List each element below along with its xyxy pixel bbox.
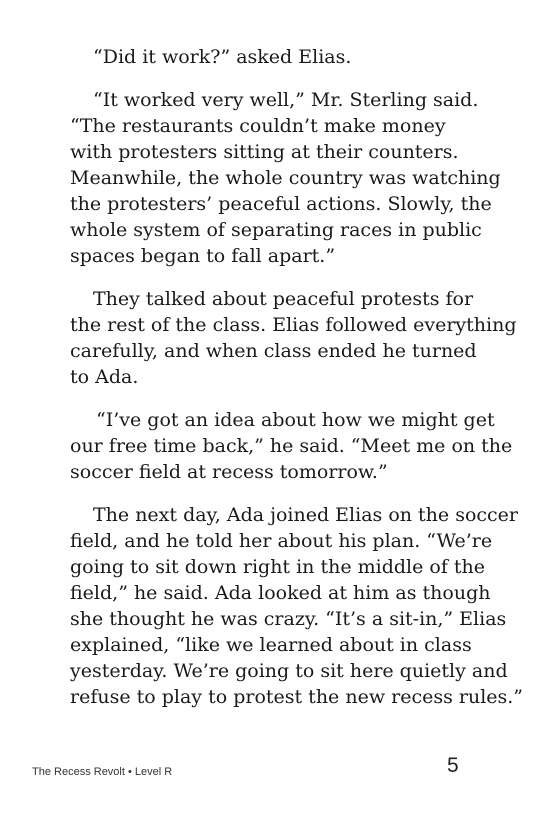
paragraph-5-line-2: field, and he told her about his plan. “We’re xyxy=(70,530,493,552)
paragraph-4-line-1: “I’ve got an idea about how we might get xyxy=(96,409,495,431)
paragraph-5-line-5: she thought he was crazy. “It’s a sit-in,” Elias xyxy=(70,608,507,630)
footer-book-title: The Recess Revolt • Level R xyxy=(32,766,173,778)
paragraph-2-line-1: “It worked very well,” Mr. Sterling said. xyxy=(93,89,479,111)
paragraph-5-line-1: The next day, Ada joined Elias on the soccer xyxy=(93,504,518,526)
paragraph-5-line-7: yesterday. We’re going to sit here quietly and xyxy=(70,660,508,682)
paragraph-3-line-2: the rest of the class. Elias followed everything xyxy=(70,314,517,336)
paragraph-3-line-3: carefully, and when class ended he turned xyxy=(70,340,477,362)
paragraph-5-line-4: field,” he said. Ada looked at him as though xyxy=(70,582,491,604)
paragraph-1-line-1: “Did it work?” asked Elias. xyxy=(93,46,352,68)
paragraph-4-line-2: our free time back,” he said. “Meet me on the xyxy=(70,435,513,457)
paragraph-2-line-5: the protesters’ peaceful actions. Slowly, the xyxy=(70,193,492,215)
paragraph-2-line-6: whole system of separating races in public xyxy=(70,219,482,241)
paragraph-4-line-3: soccer field at recess tomorrow.” xyxy=(70,461,388,483)
paragraph-5-line-6: explained, “like we learned about in class xyxy=(70,634,472,656)
paragraph-2-line-3: with protesters sitting at their counters. xyxy=(70,141,459,163)
paragraph-2-line-2: “The restaurants couldn’t make money xyxy=(70,115,446,137)
paragraph-2-line-4: Meanwhile, the whole country was watching xyxy=(70,167,501,189)
paragraph-5-line-3: going to sit down right in the middle of the xyxy=(70,556,486,578)
page-number: 5 xyxy=(447,754,459,777)
paragraph-5-line-8: refuse to play to protest the new recess rules.” xyxy=(70,686,524,708)
paragraph-3-line-1: They talked about peaceful protests for xyxy=(93,288,474,310)
paragraph-3-line-4: to Ada. xyxy=(70,366,139,388)
paragraph-2-line-7: spaces began to fall apart.” xyxy=(70,245,336,267)
